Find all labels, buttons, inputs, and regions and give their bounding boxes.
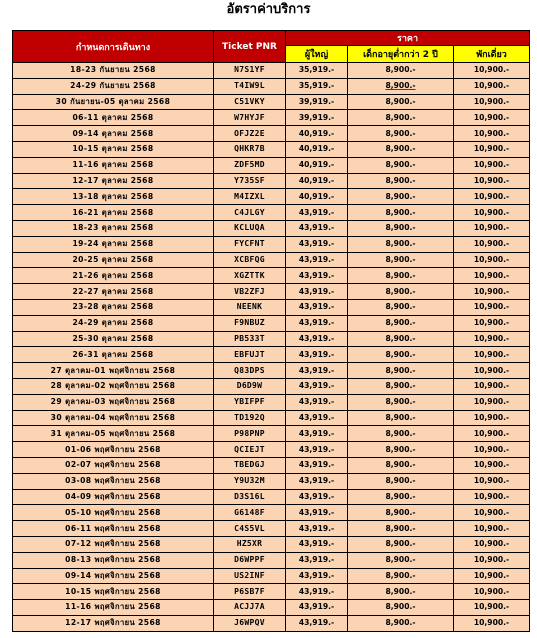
table-row (13, 78, 530, 94)
adult-price-cell: 43,919.- (286, 505, 348, 521)
travel-date-cell: 09-14 ตุลาคม 2568 (13, 126, 214, 142)
travel-date-cell: 16-21 ตุลาคม 2568 (13, 205, 214, 221)
child-price-cell: 8,900.- (348, 236, 454, 252)
ticket-pnr-cell: ZDF5MD (214, 157, 286, 173)
table-row (13, 205, 530, 221)
table-row (13, 505, 530, 521)
travel-date-cell: 01-06 พฤศจิกายน 2568 (13, 442, 214, 458)
table-row (13, 426, 530, 442)
ticket-pnr-cell: C51VKY (214, 94, 286, 110)
single-supplement-cell: 10,900.- (454, 457, 530, 473)
single-supplement-cell: 10,900.- (454, 94, 530, 110)
child-price-cell: 8,900.- (348, 173, 454, 189)
child-price-cell: 8,900.- (348, 505, 454, 521)
adult-price-cell: 40,919.- (286, 173, 348, 189)
single-supplement-header: พักเดี่ยว (454, 46, 530, 63)
child-price-cell: 8,900.- (348, 299, 454, 315)
ticket-pnr-cell: J6WPQV (214, 615, 286, 631)
child-price-cell: 8,900.- (348, 363, 454, 379)
child-price-cell: 8,900.- (348, 600, 454, 616)
rate-rows (13, 63, 530, 632)
table-row (13, 299, 530, 315)
ticket-pnr-cell: D6WPPF (214, 552, 286, 568)
single-supplement-cell: 10,900.- (454, 315, 530, 331)
adult-price-cell: 43,919.- (286, 410, 348, 426)
single-supplement-cell: 10,900.- (454, 378, 530, 394)
table-row (13, 600, 530, 616)
travel-date-cell: 13-18 ตุลาคม 2568 (13, 189, 214, 205)
travel-date-cell: 07-12 พฤศจิกายน 2568 (13, 536, 214, 552)
child-price-cell: 8,900.- (348, 489, 454, 505)
table-row (13, 110, 530, 126)
ticket-pnr-cell: Q83DPS (214, 363, 286, 379)
single-supplement-cell: 10,900.- (454, 252, 530, 268)
table-row (13, 284, 530, 300)
child-price-cell: 8,900.- (348, 442, 454, 458)
single-supplement-cell: 10,900.- (454, 410, 530, 426)
ticket-pnr-cell: XCBFQG (214, 252, 286, 268)
adult-price-cell: 43,919.- (286, 284, 348, 300)
adult-price-cell: 43,919.- (286, 568, 348, 584)
ticket-pnr-cell: TBEDGJ (214, 457, 286, 473)
single-supplement-cell: 10,900.- (454, 236, 530, 252)
child-price-cell: 8,900.- (348, 126, 454, 142)
single-supplement-cell: 10,900.- (454, 78, 530, 94)
ticket-pnr-cell: KCLUQA (214, 220, 286, 236)
travel-date-cell: 30 กันยายน-05 ตุลาคม 2568 (13, 94, 214, 110)
travel-date-cell: 05-10 พฤศจิกายน 2568 (13, 505, 214, 521)
table-row (13, 457, 530, 473)
single-supplement-cell: 10,900.- (454, 126, 530, 142)
single-supplement-cell: 10,900.- (454, 568, 530, 584)
travel-date-cell: 10-15 พฤศจิกายน 2568 (13, 584, 214, 600)
child-price-cell: 8,900.- (348, 521, 454, 537)
table-row (13, 63, 530, 79)
schedule-header: กำหนดการเดินทาง (13, 31, 214, 63)
table-row (13, 189, 530, 205)
ticket-pnr-cell: G6148F (214, 505, 286, 521)
adult-price-cell: 43,919.- (286, 299, 348, 315)
travel-date-cell: 25-30 ตุลาคม 2568 (13, 331, 214, 347)
table-row (13, 584, 530, 600)
travel-date-cell: 02-07 พฤศจิกายน 2568 (13, 457, 214, 473)
single-supplement-cell: 10,900.- (454, 189, 530, 205)
adult-price-cell: 43,919.- (286, 489, 348, 505)
adult-price-cell: 43,919.- (286, 426, 348, 442)
table-row (13, 410, 530, 426)
child-price-header: เด็กอายุต่ำกว่า 2 ปี (348, 46, 454, 63)
ticket-pnr-cell: T4IW9L (214, 78, 286, 94)
child-price-cell: 8,900.- (348, 252, 454, 268)
highlighted-value: 8,900.- (385, 81, 416, 91)
travel-date-cell: 09-14 พฤศจิกายน 2568 (13, 568, 214, 584)
child-price-cell: 8,900.- (348, 426, 454, 442)
adult-price-cell: 43,919.- (286, 268, 348, 284)
table-row (13, 220, 530, 236)
child-price-cell: 8,900.- (348, 394, 454, 410)
travel-date-cell: 11-16 พฤศจิกายน 2568 (13, 600, 214, 616)
child-price-cell: 8,900.- (348, 473, 454, 489)
adult-price-cell: 43,919.- (286, 521, 348, 537)
adult-price-cell: 43,919.- (286, 584, 348, 600)
pnr-header: Ticket PNR (214, 31, 286, 63)
ticket-pnr-cell: P6SB7F (214, 584, 286, 600)
child-price-cell: 8,900.- (348, 347, 454, 363)
single-supplement-cell: 10,900.- (454, 363, 530, 379)
adult-price-cell: 35,919.- (286, 63, 348, 79)
adult-price-cell: 43,919.- (286, 442, 348, 458)
ticket-pnr-cell: C4S5VL (214, 521, 286, 537)
ticket-pnr-cell: M4IZXL (214, 189, 286, 205)
travel-date-cell: 08-13 พฤศจิกายน 2568 (13, 552, 214, 568)
ticket-pnr-cell: TD192Q (214, 410, 286, 426)
table-row (13, 94, 530, 110)
adult-price-cell: 43,919.- (286, 315, 348, 331)
ticket-pnr-cell: VB2ZFJ (214, 284, 286, 300)
child-price-cell: 8,900.- (348, 141, 454, 157)
travel-date-cell: 06-11 ตุลาคม 2568 (13, 110, 214, 126)
adult-price-cell: 43,919.- (286, 363, 348, 379)
ticket-pnr-cell: N7S1YF (214, 63, 286, 79)
adult-price-cell: 43,919.- (286, 457, 348, 473)
child-price-cell: 8,900.- (348, 284, 454, 300)
child-price-cell: 8,900.- (348, 552, 454, 568)
adult-price-cell: 43,919.- (286, 331, 348, 347)
table-row (13, 363, 530, 379)
rates-table (12, 30, 530, 632)
child-price-cell: 8,900.- (348, 331, 454, 347)
single-supplement-cell: 10,900.- (454, 552, 530, 568)
adult-price-cell: 39,919.- (286, 94, 348, 110)
single-supplement-cell: 10,900.- (454, 141, 530, 157)
single-supplement-cell: 10,900.- (454, 205, 530, 221)
child-price-cell: 8,900.- (348, 157, 454, 173)
adult-price-cell: 43,919.- (286, 252, 348, 268)
single-supplement-cell: 10,900.- (454, 157, 530, 173)
single-supplement-cell: 10,900.- (454, 394, 530, 410)
child-price-cell: 8,900.- (348, 568, 454, 584)
child-price-cell (348, 78, 454, 94)
table-row (13, 157, 530, 173)
ticket-pnr-cell: F9NBUZ (214, 315, 286, 331)
travel-date-cell: 21-26 ตุลาคม 2568 (13, 268, 214, 284)
ticket-pnr-cell: OFJZ2E (214, 126, 286, 142)
child-price-cell: 8,900.- (348, 205, 454, 221)
single-supplement-cell: 10,900.- (454, 331, 530, 347)
single-supplement-cell: 10,900.- (454, 268, 530, 284)
ticket-pnr-cell: XGZTTK (214, 268, 286, 284)
table-row (13, 378, 530, 394)
table-row (13, 394, 530, 410)
adult-price-header: ผู้ใหญ่ (286, 46, 348, 63)
adult-price-cell: 43,919.- (286, 347, 348, 363)
adult-price-cell: 43,919.- (286, 394, 348, 410)
travel-date-cell: 10-15 ตุลาคม 2568 (13, 141, 214, 157)
child-price-cell: 8,900.- (348, 410, 454, 426)
travel-date-cell: 18-23 กันยายน 2568 (13, 63, 214, 79)
single-supplement-cell: 10,900.- (454, 521, 530, 537)
travel-date-cell: 27 ตุลาคม-01 พฤศจิกายน 2568 (13, 363, 214, 379)
adult-price-cell: 40,919.- (286, 157, 348, 173)
child-price-cell: 8,900.- (348, 94, 454, 110)
travel-date-cell: 29 ตุลาคม-03 พฤศจิกายน 2568 (13, 394, 214, 410)
table-row (13, 315, 530, 331)
table-row (13, 489, 530, 505)
single-supplement-cell: 10,900.- (454, 63, 530, 79)
table-row (13, 331, 530, 347)
adult-price-cell: 43,919.- (286, 536, 348, 552)
adult-price-cell: 43,919.- (286, 473, 348, 489)
ticket-pnr-cell: QHKR7B (214, 141, 286, 157)
table-row (13, 536, 530, 552)
table-row (13, 552, 530, 568)
adult-price-cell: 43,919.- (286, 378, 348, 394)
single-supplement-cell: 10,900.- (454, 284, 530, 300)
travel-date-cell: 20-25 ตุลาคม 2568 (13, 252, 214, 268)
table-row (13, 236, 530, 252)
travel-date-cell: 11-16 ตุลาคม 2568 (13, 157, 214, 173)
ticket-pnr-cell: FYCFNT (214, 236, 286, 252)
table-row (13, 173, 530, 189)
adult-price-cell: 40,919.- (286, 126, 348, 142)
travel-date-cell: 30 ตุลาคม-04 พฤศจิกายน 2568 (13, 410, 214, 426)
adult-price-cell: 43,919.- (286, 600, 348, 616)
child-price-cell: 8,900.- (348, 615, 454, 631)
table-row (13, 615, 530, 631)
price-group-header: ราคา (286, 31, 530, 46)
single-supplement-cell: 10,900.- (454, 220, 530, 236)
single-supplement-cell: 10,900.- (454, 505, 530, 521)
single-supplement-cell: 10,900.- (454, 299, 530, 315)
single-supplement-cell: 10,900.- (454, 473, 530, 489)
ticket-pnr-cell: W7HYJF (214, 110, 286, 126)
ticket-pnr-cell: QCIEJT (214, 442, 286, 458)
travel-date-cell: 31 ตุลาคม-05 พฤศจิกายน 2568 (13, 426, 214, 442)
adult-price-cell: 35,919.- (286, 78, 348, 94)
travel-date-cell: 03-08 พฤศจิกายน 2568 (13, 473, 214, 489)
child-price-cell: 8,900.- (348, 268, 454, 284)
table-row (13, 141, 530, 157)
child-price-cell: 8,900.- (348, 536, 454, 552)
table-row (13, 252, 530, 268)
ticket-pnr-cell: D6D9W (214, 378, 286, 394)
single-supplement-cell: 10,900.- (454, 584, 530, 600)
ticket-pnr-cell: ACJJ7A (214, 600, 286, 616)
ticket-pnr-cell: YBIFPF (214, 394, 286, 410)
travel-date-cell: 24-29 กันยายน 2568 (13, 78, 214, 94)
ticket-pnr-cell: EBFUJT (214, 347, 286, 363)
travel-date-cell: 06-11 พฤศจิกายน 2568 (13, 521, 214, 537)
single-supplement-cell: 10,900.- (454, 110, 530, 126)
travel-date-cell: 04-09 พฤศจิกายน 2568 (13, 489, 214, 505)
single-supplement-cell: 10,900.- (454, 426, 530, 442)
single-supplement-cell: 10,900.- (454, 615, 530, 631)
table-row (13, 568, 530, 584)
ticket-pnr-cell: D3S16L (214, 489, 286, 505)
child-price-cell: 8,900.- (348, 584, 454, 600)
child-price-cell: 8,900.- (348, 110, 454, 126)
child-price-cell: 8,900.- (348, 63, 454, 79)
table-row (13, 521, 530, 537)
ticket-pnr-cell: Y735SF (214, 173, 286, 189)
ticket-pnr-cell: Y9U32M (214, 473, 286, 489)
single-supplement-cell: 10,900.- (454, 347, 530, 363)
ticket-pnr-cell: C4JLGY (214, 205, 286, 221)
single-supplement-cell: 10,900.- (454, 600, 530, 616)
travel-date-cell: 18-23 ตุลาคม 2568 (13, 220, 214, 236)
table-row (13, 347, 530, 363)
child-price-cell: 8,900.- (348, 457, 454, 473)
travel-date-cell: 19-24 ตุลาคม 2568 (13, 236, 214, 252)
travel-date-cell: 12-17 พฤศจิกายน 2568 (13, 615, 214, 631)
travel-date-cell: 28 ตุลาคม-02 พฤศจิกายน 2568 (13, 378, 214, 394)
child-price-cell: 8,900.- (348, 220, 454, 236)
travel-date-cell: 22-27 ตุลาคม 2568 (13, 284, 214, 300)
ticket-pnr-cell: US2INF (214, 568, 286, 584)
table-row (13, 126, 530, 142)
table-row (13, 442, 530, 458)
adult-price-cell: 43,919.- (286, 615, 348, 631)
adult-price-cell: 43,919.- (286, 205, 348, 221)
adult-price-cell: 43,919.- (286, 220, 348, 236)
adult-price-cell: 39,919.- (286, 110, 348, 126)
single-supplement-cell: 10,900.- (454, 442, 530, 458)
adult-price-cell: 43,919.- (286, 236, 348, 252)
table-row (13, 473, 530, 489)
child-price-cell: 8,900.- (348, 189, 454, 205)
page-title: อัตราค่าบริการ (226, 2, 311, 17)
travel-date-cell: 24-29 ตุลาคม 2568 (13, 315, 214, 331)
child-price-cell: 8,900.- (348, 315, 454, 331)
travel-date-cell: 26-31 ตุลาคม 2568 (13, 347, 214, 363)
travel-date-cell: 23-28 ตุลาคม 2568 (13, 299, 214, 315)
adult-price-cell: 40,919.- (286, 189, 348, 205)
ticket-pnr-cell: HZ5XR (214, 536, 286, 552)
single-supplement-cell: 10,900.- (454, 173, 530, 189)
ticket-pnr-cell: PB533T (214, 331, 286, 347)
single-supplement-cell: 10,900.- (454, 489, 530, 505)
adult-price-cell: 43,919.- (286, 552, 348, 568)
travel-date-cell: 12-17 ตุลาคม 2568 (13, 173, 214, 189)
ticket-pnr-cell: P98PNP (214, 426, 286, 442)
adult-price-cell: 40,919.- (286, 141, 348, 157)
ticket-pnr-cell: NEENK (214, 299, 286, 315)
table-row (13, 268, 530, 284)
single-supplement-cell: 10,900.- (454, 536, 530, 552)
child-price-cell: 8,900.- (348, 378, 454, 394)
